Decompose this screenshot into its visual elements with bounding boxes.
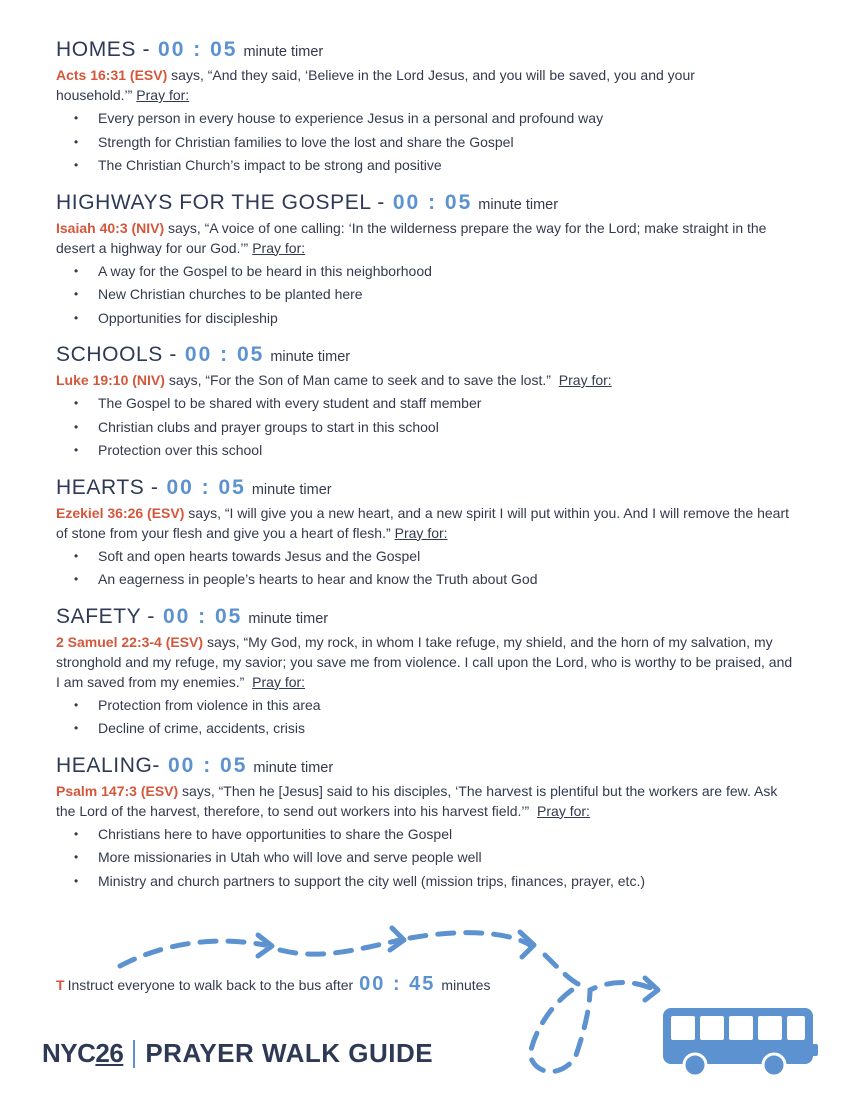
timer-unit: minute timer (248, 610, 329, 627)
prayer-list (56, 823, 796, 894)
prayer-list (56, 260, 796, 331)
pray-for-label: Pray for: (558, 372, 612, 388)
list-item: • Strength for Christian families to love the lost and share the Gospel (98, 131, 796, 155)
section-heading (56, 605, 796, 629)
section-heading (56, 754, 796, 778)
list-item: • Protection from violence in this area (98, 694, 796, 718)
timer-unit: minute timer (243, 44, 324, 60)
scripture-verse (56, 632, 796, 692)
pray-for-label: Pray for: (537, 802, 590, 819)
list-item: • The Gospel to be shared with every student and staff member (98, 392, 796, 416)
footer (42, 1038, 433, 1069)
section-safety (56, 605, 796, 741)
scripture-reference: Ezekiel 36:26 (ESV) (56, 504, 185, 521)
list-item: • An eagerness in people’s hearts to hear and know the Truth about God (98, 568, 796, 592)
timer-unit: minute timer (270, 349, 351, 365)
list-item: • Soft and open hearts towards Jesus and the Gospel (98, 545, 796, 569)
prayer-list (56, 694, 796, 741)
scripture-text: says, “Then he [Jesus] said to his disciples, ‘The harvest is plentiful but the workers are few. Ask the Lord of the harvest, therefore, to send out workers into his harvest field.’” (56, 782, 778, 819)
section-title: HEALING- (56, 753, 160, 777)
list-item: • Decline of crime, accidents, crisis (98, 717, 796, 741)
section-timer: 00 : 05 (392, 190, 473, 214)
section-heading (56, 191, 796, 215)
section-timer: 00 : 05 (166, 475, 246, 499)
scripture-text: says, “For the Son of Man came to seek and to save the lost.” (164, 372, 555, 388)
pray-for-label: Pray for: (252, 673, 306, 690)
list-item: • The Christian Church’s impact to be strong and positive (98, 154, 796, 178)
pray-for-label: Pray for: (252, 239, 306, 256)
section-healing (56, 754, 796, 894)
prayer-list (56, 107, 796, 178)
scripture-verse (56, 65, 796, 105)
list-item: • Protection over this school (98, 439, 796, 463)
return-instruction (56, 973, 490, 996)
brand-logo (42, 1038, 123, 1069)
scripture-reference: Psalm 147:3 (ESV) (56, 782, 179, 799)
scripture-text: says, “I will give you a new heart, and a new spirit I will put within you. And I will remove the heart of stone from your flesh and give you a heart of flesh.” (56, 504, 790, 541)
scripture-verse (56, 781, 796, 821)
section-title: HEARTS - (56, 475, 159, 499)
section-homes (56, 38, 796, 178)
footer-divider (133, 1040, 135, 1068)
list-item: • Christians here to have opportunities to share the Gospel (98, 823, 796, 847)
scripture-text: says, “A voice of one calling: ‘In the wilderness prepare the way for the Lord; make straight in the desert a highway for our God.’” (56, 219, 767, 256)
list-item: • More missionaries in Utah who will love and serve people well (98, 846, 796, 870)
section-schools (56, 343, 796, 463)
list-item: • Christian clubs and prayer groups to start in this school (98, 416, 796, 440)
pray-for-label: Pray for: (394, 524, 448, 541)
section-title: HOMES - (56, 38, 151, 61)
scripture-text: says, “My God, my rock, in whom I take refuge, my shield, and the horn of my salvation, my stronghold and my refuge, my savior; you save me from violence. I call upon the Lord, who is worthy to be praised, and I am saved from my enemies.” (56, 633, 793, 690)
section-hearts (56, 476, 796, 592)
return-timer: 00 : 45 (359, 973, 436, 995)
brand-number: 26 (95, 1038, 124, 1068)
scripture-reference: Luke 19:10 (NIV) (56, 372, 165, 388)
brand-prefix: NYC (42, 1038, 96, 1068)
list-item: • Opportunities for discipleship (98, 307, 796, 331)
section-timer: 00 : 05 (184, 343, 265, 366)
section-timer: 00 : 05 (158, 38, 238, 61)
section-title: SCHOOLS - (56, 343, 177, 366)
timer-unit: minute timer (251, 481, 332, 498)
prayer-list (56, 545, 796, 592)
scripture-verse (56, 370, 796, 390)
instruction-letter: T (56, 977, 65, 993)
list-item: • Ministry and church partners to support the city well (mission trips, finances, prayer, etc.) (98, 870, 796, 894)
timer-unit: minute timer (478, 196, 559, 213)
list-item: • New Christian churches to be planted here (98, 283, 796, 307)
section-highways (56, 191, 796, 331)
list-item: • Every person in every house to experience Jesus in a personal and profound way (98, 107, 796, 131)
prayer-list (56, 392, 796, 463)
prayer-sections (56, 38, 796, 906)
section-heading (56, 343, 796, 367)
scripture-verse (56, 503, 796, 543)
guide-title: PRAYER WALK GUIDE (145, 1038, 434, 1068)
scripture-verse (56, 218, 796, 258)
section-heading (56, 38, 796, 62)
scripture-reference: Acts 16:31 (ESV) (56, 67, 168, 83)
scripture-reference: 2 Samuel 22:3-4 (ESV) (56, 633, 204, 650)
instruction-text: Instruct everyone to walk back to the bus after (67, 977, 354, 993)
pray-for-label: Pray for: (136, 87, 190, 103)
list-item: • A way for the Gospel to be heard in this neighborhood (98, 260, 796, 284)
section-timer: 00 : 05 (168, 753, 248, 777)
return-timer-unit: minutes (441, 977, 491, 993)
scripture-reference: Isaiah 40:3 (NIV) (56, 219, 165, 236)
scripture-text: says, “And they said, ‘Believe in the Lord Jesus, and you will be saved, you and your household.’” (56, 67, 695, 103)
section-title: HIGHWAYS FOR THE GOSPEL - (56, 190, 385, 214)
section-title: SAFETY - (56, 604, 155, 628)
section-timer: 00 : 05 (162, 604, 243, 628)
timer-unit: minute timer (253, 759, 334, 776)
section-heading (56, 476, 796, 500)
